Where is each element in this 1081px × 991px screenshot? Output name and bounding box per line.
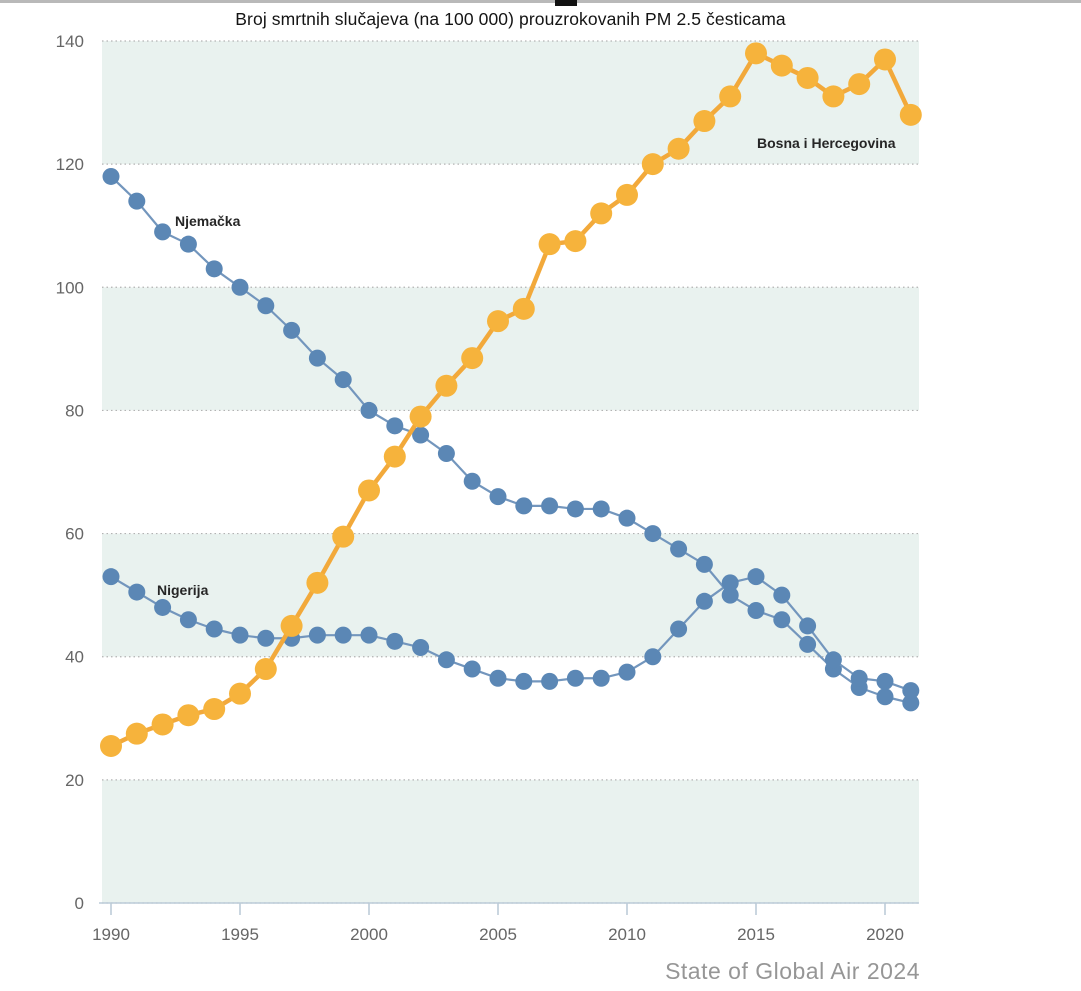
- series-label-germany: Njemačka: [175, 213, 241, 229]
- svg-text:80: 80: [65, 401, 84, 421]
- svg-text:40: 40: [65, 647, 84, 667]
- svg-text:120: 120: [55, 155, 84, 175]
- svg-text:1990: 1990: [92, 925, 130, 944]
- svg-text:2005: 2005: [479, 925, 517, 944]
- svg-text:1995: 1995: [221, 925, 259, 944]
- svg-text:2020: 2020: [866, 925, 904, 944]
- series-label-bosnia: Bosna i Hercegovina: [757, 135, 896, 151]
- svg-text:2015: 2015: [737, 925, 775, 944]
- series-label-nigeria: Nigerija: [157, 582, 209, 598]
- svg-text:20: 20: [65, 770, 84, 790]
- svg-text:100: 100: [55, 278, 84, 298]
- svg-text:0: 0: [74, 894, 84, 913]
- attribution-text: State of Global Air 2024: [665, 958, 920, 984]
- svg-text:2010: 2010: [608, 925, 646, 944]
- svg-text:2000: 2000: [350, 925, 388, 944]
- chart-title: Broj smrtnih slučajeva (na 100 000) prouzrokovanih PM 2.5 česticama: [235, 9, 786, 29]
- svg-text:140: 140: [55, 32, 84, 51]
- svg-text:60: 60: [65, 524, 84, 544]
